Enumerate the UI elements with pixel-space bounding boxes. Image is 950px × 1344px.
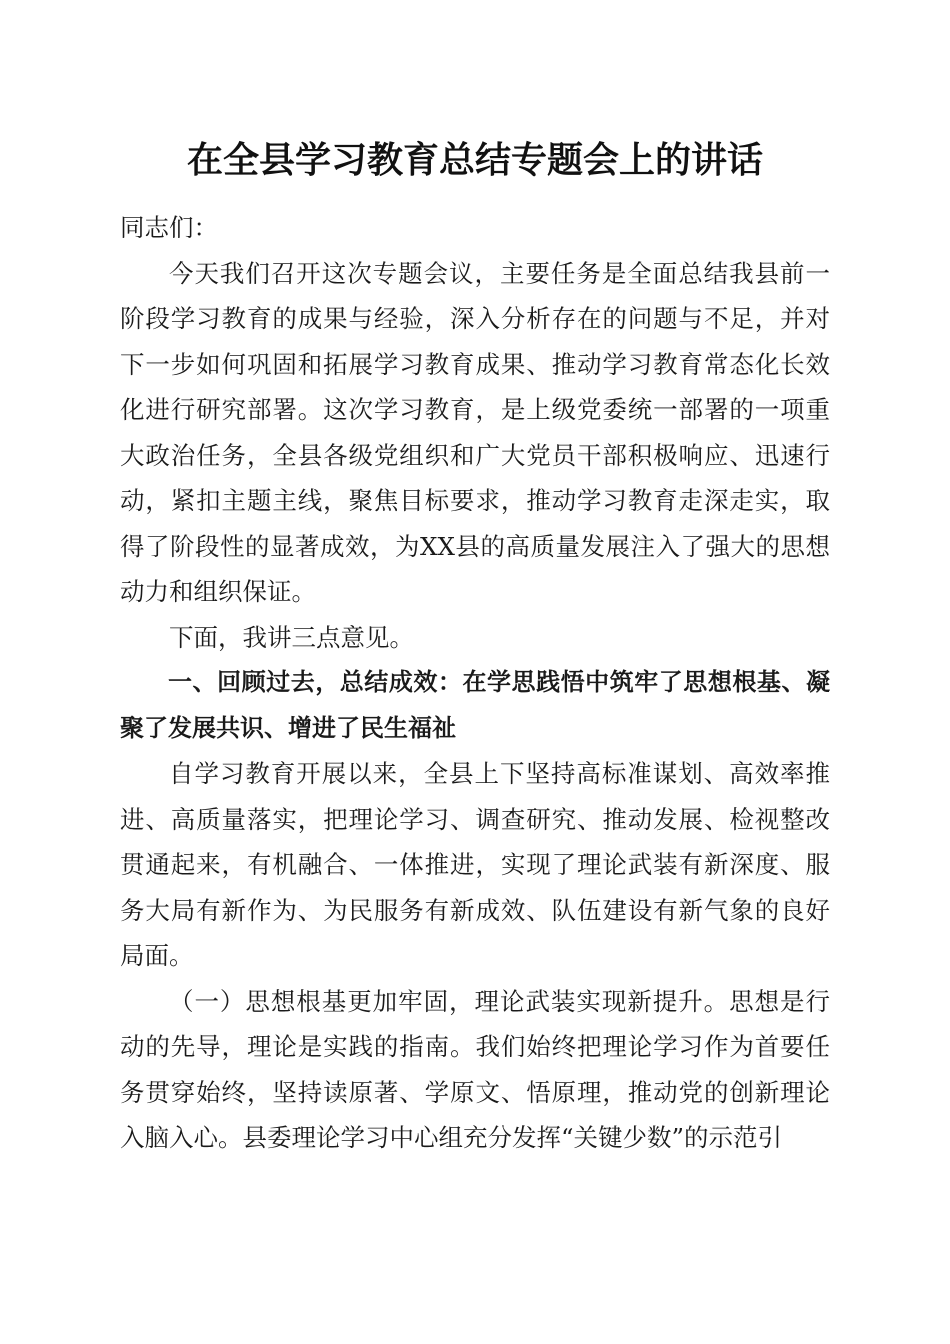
salutation: 同志们： [120, 213, 218, 242]
section-1-intro-paragraph: 自学习教育开展以来，全县上下坚持高标准谋划、高效率推进、高质量落实，把理论学习、调查研究、推动发展、检视整改贯通起来，有机融合、一体推进，实现了理论武装有新深度、服务大局有新作为、为民服务有新成效、队伍建设有新气象的良好局面。 [120, 759, 830, 970]
intro-paragraph: 今天我们召开这次专题会议，主要任务是全面总结我县前一阶段学习教育的成果与经验，深入分析存在的问题与不足，并对下一步如何巩固和拓展学习教育成果、推动学习教育常态化长效化进行研究部署。这次学习教育，是上级党委统一部署的一项重大政治任务，全县各级党组织和广大党员干部积极响应、迅速行动，紧扣主题主线，聚焦目标要求，推动学习教育走深走实，取得了阶段性的显著成效，为XX县的高质量发展注入了强大的思想动力和组织保证。 [120, 258, 830, 606]
document-title: 在全县学习教育总结专题会上的讲话 [186, 139, 763, 181]
subsection-1-paragraph: （一）思想根基更加牢固，理论武装实现新提升。思想是行动的先导，理论是实践的指南。我们始终把理论学习作为首要任务贯穿始终，坚持读原著、学原文、悟原理，推动党的创新理论入脑入心。县委理论学习中心组充分发挥“关键少数”的示范引 [120, 986, 830, 1152]
transition-paragraph: 下面，我讲三点意见。 [169, 622, 414, 652]
section-heading-1: 一、回顾过去，总结成效：在学思践悟中筑牢了思想根基、凝聚了发展共识、增进了民生福祉 [120, 668, 830, 742]
document-body [120, 205, 830, 1161]
